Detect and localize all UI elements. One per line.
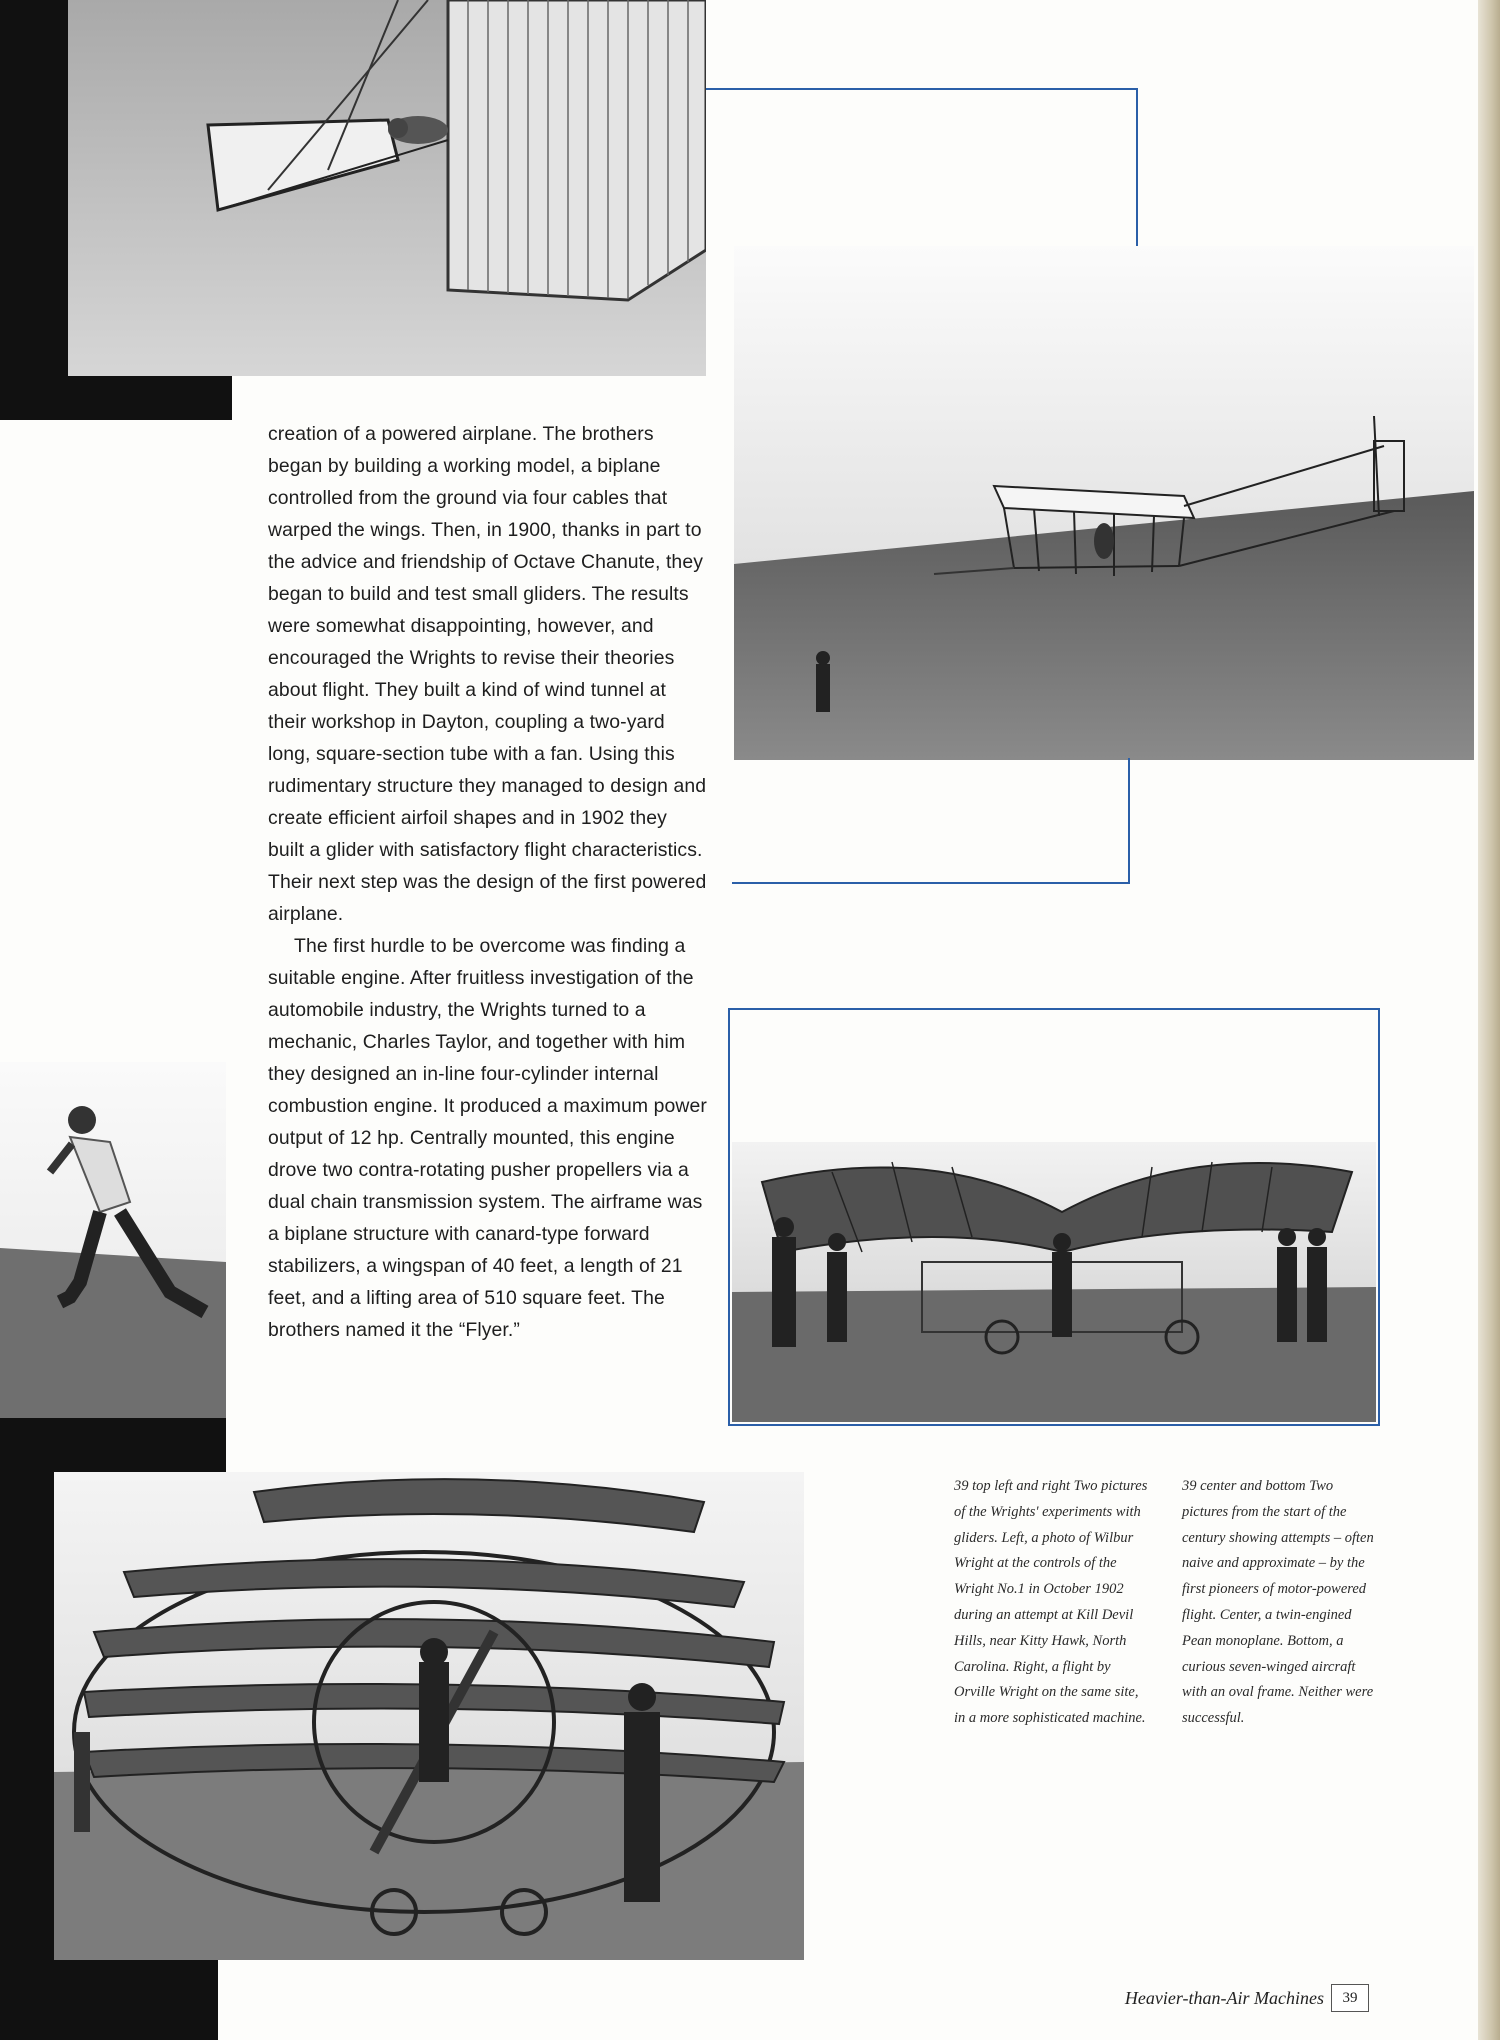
body-paragraph-1: creation of a powered airplane. The brothers began by building a working model, a biplane controlled from the ground via four cables that warped the wings. Then, in 1900, thanks in part to the advice and friendship of Octave Chanute, they began to build and test small gliders. The results were somewhat disappointing, however, and encouraged the Wrights to revise their theories about flight. They built a kind of wind tunnel at their workshop in Dayton, coupling a two-yard long, square-section tube with a fan. Using this rudimentary structure they managed to design and create efficient airfoil shapes and in 1902 they built a glider with satisfactory flight characteristics. Their next step was the design of the first powered airplane. bbox=[268, 423, 707, 925]
page-edge bbox=[1478, 0, 1500, 2040]
body-paragraph-2: The first hurdle to be overcome was finding a suitable engine. After fruitless investigation of the automobile industry, the Wrights turned to a mechanic, Charles Taylor, and together with him they designed an in-line four-cylinder internal combustion engine. It produced a maximum power output of 12 hp. Centrally mounted, this engine drove two contra-rotating pusher propellers via a dual chain transmission system. The airframe was a biplane structure with canard-type forward stabilizers, a wingspan of 40 feet, a length of 21 feet, and a lifting area of 510 square feet. The brothers named it the “Flyer.” bbox=[268, 935, 707, 1341]
photo-seven-winged-aircraft bbox=[54, 1472, 804, 1960]
caption-gliders: 39 top left and right Two pictures of the Wrights' experiments with gliders. Left, a photo of Wilbur Wright at the controls of the Wright No.1 in October 1902 during an attempt at Kill Devil Hills, near Kitty Hawk, North Carolina. Right, a flight by Orville Wright on the same site, in a more sophisticated machine. bbox=[954, 1478, 1148, 1727]
caption-pioneers: 39 center and bottom Two pictures from the start of the century showing attempts – often naive and approximate – by the first pioneers of motor-powered flight. Center, a twin-engined Pean monoplane. Bottom, a curious seven-winged aircraft with an oval frame. Neither were successful. bbox=[1182, 1478, 1374, 1727]
photo-orville-flight bbox=[734, 246, 1474, 760]
black-bar-bottom bbox=[0, 1470, 54, 2040]
main-body-text bbox=[268, 418, 708, 1346]
blue-line-mid-horizontal bbox=[732, 882, 1130, 884]
photo-pean-monoplane bbox=[732, 1142, 1376, 1422]
footer-section-title: Heavier-than-Air Machines bbox=[1124, 1988, 1324, 2008]
blue-line-top-vertical bbox=[1136, 88, 1138, 248]
blue-line-top-horizontal bbox=[706, 88, 1138, 90]
blue-line-mid-vertical bbox=[1128, 758, 1130, 884]
photo-running-man bbox=[0, 1062, 226, 1418]
black-bar-top-lower bbox=[0, 375, 232, 420]
black-bar-middle bbox=[0, 1418, 226, 1478]
black-bar-top bbox=[0, 0, 68, 420]
page-number: 39 bbox=[1331, 1984, 1369, 2012]
black-bar-bottom-lower bbox=[0, 1960, 218, 2040]
photo-wilbur-glider bbox=[68, 0, 706, 376]
